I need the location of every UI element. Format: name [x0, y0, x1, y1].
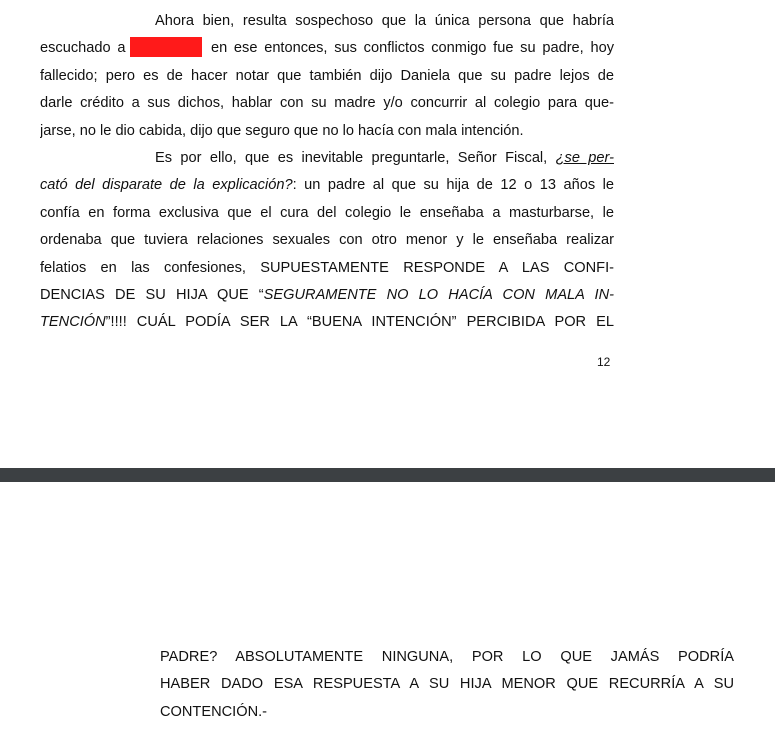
paragraph1-line4: darle crédito a sus dichos, hablar con su madre y/o concurrir al colegio para que-: [40, 95, 614, 112]
paragraph2-line3: confía en forma exclusiva que el cura del colegio le enseñaba a masturbarse, le: [40, 204, 614, 221]
paragraph1-line5: jarse, no le dio cabida, dijo que seguro que no lo hacía con mala intención.: [40, 122, 524, 139]
redaction-box: [130, 37, 202, 57]
paragraph2-line2: cató del disparate de la explicación?: un padre al que su hija de 12 o 13 años le: [40, 177, 614, 194]
paragraph2-line5: felatios en las confesiones, SUPUESTAMENTE RESPONDE A LAS CONFI-: [40, 259, 614, 276]
paragraph2-line1: Es por ello, que es inevitable preguntarle, Señor Fiscal, ¿se per-: [155, 149, 614, 166]
document-page-bottom: [0, 482, 775, 735]
page-divider: [0, 468, 775, 482]
paragraph1-line2: escuchado a en ese entonces, sus conflictos conmigo fue su padre, hoy: [40, 35, 614, 62]
continuation-line3: CONTENCIÓN.-: [160, 703, 268, 720]
paragraph2-line6: DENCIAS DE SU HIJA QUE “SEGURAMENTE NO LO HACÍA CON MALA IN-: [40, 286, 614, 303]
page-top-text: [40, 0, 614, 337]
rhetorical-question-end: cató del disparate de la explicación?: [40, 177, 293, 194]
page-number: 12: [597, 355, 611, 369]
rhetorical-question-start: ¿se per-: [555, 149, 614, 166]
paragraph2-line7: TENCIÓN”!!!! CUÁL PODÍA SER LA “BUENA INTENCIÓN” PERCIBIDA POR EL: [40, 314, 614, 331]
paragraph2-line4: ordenaba que tuviera relaciones sexuales con otro menor y le enseñaba realizar: [40, 232, 614, 249]
continuation-line1: PADRE? ABSOLUTAMENTE NINGUNA, POR LO QUE JAMÁS PODRÍA: [160, 649, 734, 665]
paragraph1-line1: Ahora bien, resulta sospechoso que la única persona que habría: [155, 13, 614, 29]
page-bottom-text: [160, 644, 734, 726]
clipped-header-line: [40, 0, 614, 8]
continuation-line2: HABER DADO ESA RESPUESTA A SU HIJA MENOR QUE RECURRÍA A SU: [160, 676, 734, 693]
paragraph1-line3: fallecido; pero es de hacer notar que también dijo Daniela que su padre lejos de: [40, 67, 614, 84]
